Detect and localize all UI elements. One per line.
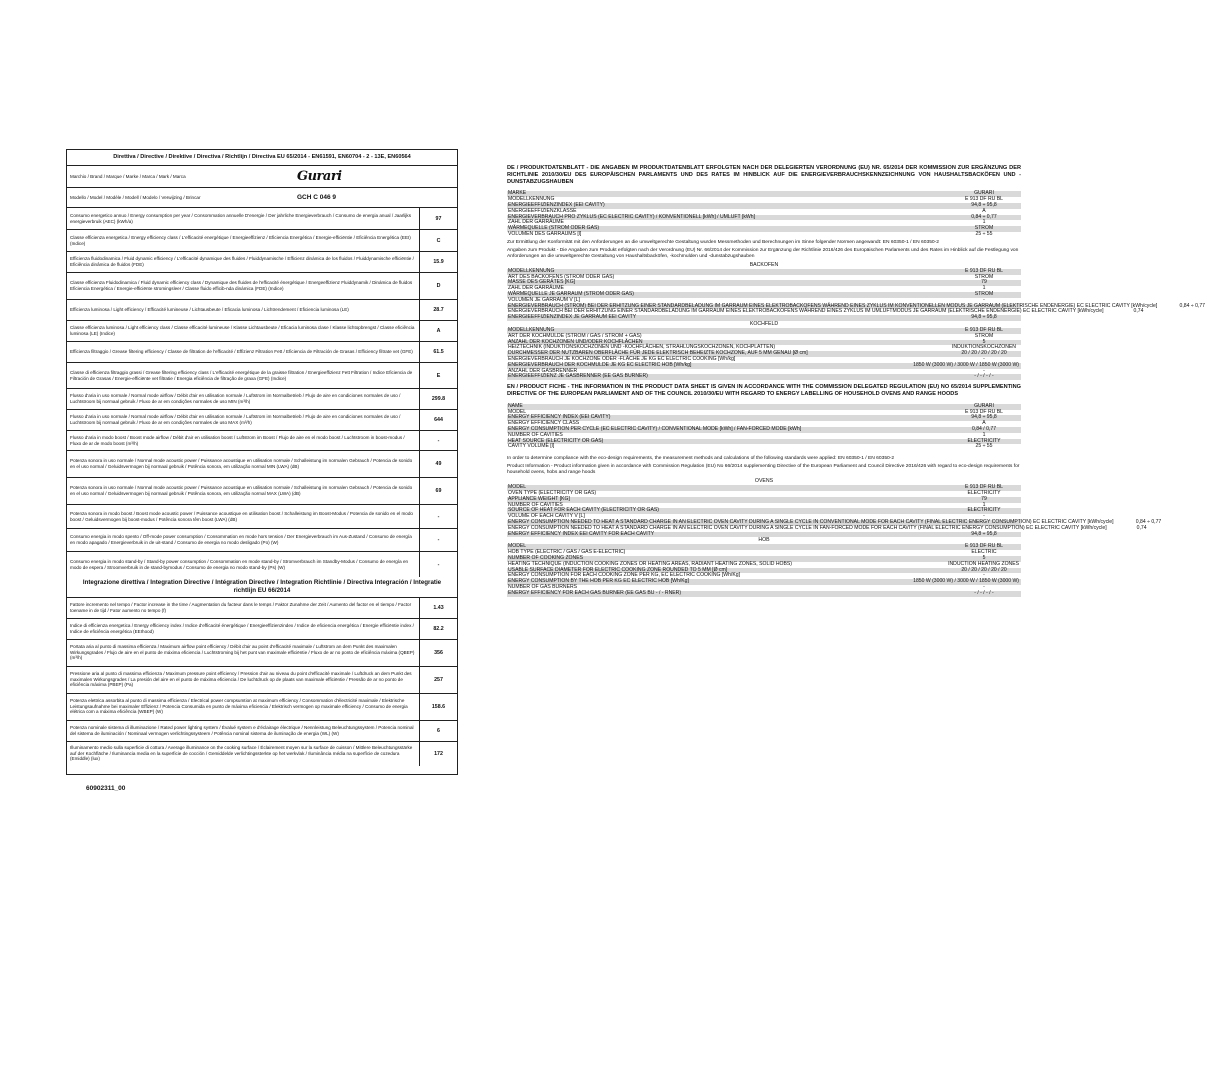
sheet-row-value: INDUKTIONSKOCHZONEN <box>952 344 1016 351</box>
sheet-row-key: WÄRMEQUELLE (STROM ODER GAS) <box>508 225 600 232</box>
sheet-row-key: ENERGY CONSUMPTION BY THE HOB PER KG EC ELECTRIC HOB [Wh/Kg] <box>508 578 689 585</box>
hood-row-value: 82.2 <box>419 619 457 639</box>
sheet-row-value: ELECTRICITY <box>967 437 1001 444</box>
sheet-row-value: - <box>983 367 985 374</box>
sheet-row-key: ZAHL DER GARRÄUME <box>508 285 564 292</box>
sheet-row-value: 0,84 ÷ 0,77 <box>971 213 997 220</box>
hood-row-label: Flusso d'aria in uso normale / Normal mode airflow / Débit d'air en utilisation normale / Luftstrom im Normalbetrieb / Flujo de aire en condiciones normales de uso / Luchtstroom bij normaal gebruik / Fluxo de ar em condições normales de uso MIN (m³/h) <box>70 393 401 404</box>
hood-row <box>67 451 457 478</box>
sheet-row-key: ENERGY EFFICIENCY INDEX EEI CAVITY FOR EACH CAVITY <box>508 530 655 537</box>
sheet-row-value: 5 <box>982 554 986 561</box>
en-ovens-heading: OVENS <box>754 478 774 485</box>
hood-rows-b <box>67 598 457 766</box>
sheet-row-key: WÄRMEQUELLE JE GARRAUM (STROM ODER GAS) <box>508 291 634 297</box>
sheet-row-value: 5 <box>982 338 986 345</box>
sheet-row-key: MASSE DES GERÄTES [KG] <box>508 279 576 286</box>
hood-row-value: 1.43 <box>419 598 457 618</box>
sheet-row-value: - <box>983 355 985 362</box>
sheet-row-key: NUMBER OF CAVITIES <box>508 431 563 438</box>
hood-row-value: 356 <box>419 640 457 666</box>
sheet-row-value: STROM <box>974 273 994 280</box>
hood-row-label: Potenza nominale sistema di illuminazione / Rated power lighting system / Évalué system e d'éclairage électrique / Nennleistung Beleuchtungssystem / Potencia nominal del sistema de iluminación / Nominaal vermogen verlichtingssysteem / Potência nominal sistema de iluminação de energia (WL) (W) <box>70 724 414 736</box>
sheet-row-key: ENERGIEVERBRAUCH JE KOCHZONE ODER -FLÄCHE JE KG EC ELECTRIC COOKING [Wh/kg] <box>508 355 736 362</box>
sheet-row-key: HOB TYPE (ELECTRIC / GAS / GAS E-ELECTRIC) <box>508 549 626 556</box>
hood-row <box>67 667 457 694</box>
sheet-row-value: 79 <box>981 495 987 502</box>
en-note-2: Product Information - Product information given in accordance with Commission Regulation (EU) No 66/2014 supplementing Directive of the European Parliament and Council Directive 2016/426 with regard to eco-design requirements for household ovens, hobs and range hoods <box>507 464 1020 476</box>
en-note-1: In order to determine compliance with the eco-design requirements, the measurement methods and calculations of the following standards were applied: EN 60350-1 / EN 60350-2 <box>507 456 895 462</box>
hood-row-value: 644 <box>419 410 457 430</box>
sheet-row-value: E 913 DF RU BL <box>965 484 1003 491</box>
sheet-row-key: VOLUME OF EACH CAVITY V [L] <box>508 513 585 520</box>
brand-label: Marchio / Brand / Marque / Marke / Marca / Mark / Marca <box>70 173 186 179</box>
sheet-row-key: ENERGIEEFFIZIENZ JE GASBRENNER (EE GAS BURNER) <box>508 373 648 380</box>
sheet-row-key: ENERGIEEFFIZIENZINDEX JE GARRAUM EEI CAVITY <box>508 314 637 321</box>
directive-title: Direttiva / Directive / Direktive / Directiva / Richtlijn / Directiva EU 65/2014 - EN61591, EN60704 - 2 - 13E, EN60564 <box>67 150 457 166</box>
sheet-row-key: OVEN TYPE (ELECTRICITY OR GAS) <box>508 489 597 496</box>
de-table-2 <box>507 267 1205 321</box>
hood-row-label: Classe efficienza energetica / Energy efficiency class / L'efficacité energétique / Energieeffizienz / Eficiencia Energética / Energie-efficiëntie / Eficiência Energética (EEI) (Indice) <box>70 234 411 246</box>
sheet-row-value: 1850 W (3000 W) / 3000 W / 1850 W (3000 W) <box>913 361 1019 368</box>
sheet-row-key: MODEL <box>508 408 527 415</box>
sheet-row-value: 25 ÷ 55 <box>975 443 993 450</box>
hood-row-value: A <box>419 321 457 341</box>
sheet-row-value: - <box>983 583 985 590</box>
hood-row-label: Efficienza fluidodinamica / Fluid dynamic efficiency / L'efficacité dynamique des fluides / Fluiddynamische / Efficienz dinámica de los fluidos / Fluiddynamische efficiëntie / Eficiência dinâmica de fluidos (FDE) <box>70 256 414 267</box>
hood-row-value: C <box>419 230 457 251</box>
hood-row-label: Potenza sonora in uso normale / Normal mode acoustic power / Puissance acoustique en utilisation normale / Schalleistung im normalen Gebrauch / Potencia de sonido en el uso normal / Geluidsvermogen bij normaal gebruik / Potência sonora, em utilização normal MAX (LWA) (dB) <box>70 485 413 496</box>
sheet-row-key: HEAT SOURCE (ELECTRICITY OR GAS) <box>508 437 604 444</box>
model-value: GCH C 046 9 <box>297 194 337 201</box>
en-table-3 <box>507 544 1021 596</box>
sheet-row-value: - <box>983 513 985 520</box>
hood-row-label: Consumo energia in modo spento / Off-mode power consumption / Consommation en mode hors tension / Der Energieverbrauch im Aus-Zustand / Consumo de energía en modo apagado / Energieverbruik in de uit-stand / Consumo de energia no modo desligado (Po) (W) <box>70 534 412 545</box>
sheet-row-value: 0,74 <box>1136 524 1147 531</box>
hood-row <box>67 640 457 667</box>
sheet-row-key: NUMBER OF COOKING ZONES <box>508 554 583 561</box>
sheet-row-key: CAVITY VOLUME [l] <box>508 443 555 450</box>
sheet-row-key: MODELLKENNUNG <box>508 267 555 274</box>
hood-row <box>67 529 457 552</box>
sheet-row-key: DURCHMESSER DER NUTZBAREN OBERFLÄCHE FÜR JEDE ELEKTRISCH BEHEIZTE KOCHZONE, AUF 5 MM GENAU [Ø cm] <box>508 350 808 357</box>
sheet-row-key: ENERGIEEFFIZIENZKLASSE <box>508 207 577 214</box>
sheet-row-key: ENERGIEVERBRAUCH DER KOCHMULDE JE KG EC ELECTRIC HOB [Wh/kg] <box>508 361 692 368</box>
sheet-row-value: 1 <box>982 501 986 508</box>
hood-row-value: - <box>419 431 457 450</box>
hood-row-label: Fattore incremento nel tempo / Factor increase in the time / Augmentation du facteur dans le temps / Faktor Zunahme der Zeit / Aumento del factor en el tiempo / Factor toename in de tijd / Fator aumento no tempo (f) <box>70 601 412 613</box>
hood-row-label: Efficienza luminosa / Light efficiency / Efficacité lumineuse / Lichtausbeute / Eficacia luminosa / Lichtrendement / Eficiencia luminosa (LE) <box>70 307 349 313</box>
hood-row-value: 6 <box>419 721 457 741</box>
hood-row-value: 28.7 <box>419 300 457 320</box>
de-table-1 <box>507 191 1021 237</box>
hood-row-label: Indice di efficienza energetica / Energy efficiency index / Indice d'efficacité énergétique / Energieeffizienzindex / Indice de eficiencia energética / Energie efficiëntie index / Indice de eficiência energética (EEIhood) <box>70 622 414 634</box>
hood-row <box>67 363 457 389</box>
sheet-row-value: 79 <box>981 279 987 286</box>
en-header: EN / PRODUCT FICHE - THE INFORMATION IN THE PRODUCT DATA SHEET IS GIVEN IN ACCORDANCE WITH THE COMMISSION DELEGATED REGULATION (EU) NO 65/2014 SUPPLEMENTING DIRECTIVE OF THE EUROPEAN PARLIAMENT AND OF THE COUNCIL 2010/30/EU WITH REGARD TO ENERGY LABELLING OF HOUSEHOLD OVENS AND RANGE HOODS <box>507 384 1021 397</box>
sheet-row-key: ENERGIEEFFIZIENZINDEX (EEI CAVITY) <box>508 202 605 209</box>
hood-rows-a <box>67 208 457 577</box>
hood-row-value: D <box>419 273 457 299</box>
hood-row-value: E <box>419 363 457 388</box>
sheet-row-value: 94,8 ÷ 95,8 <box>971 202 997 209</box>
sheet-row-key: NUMBER OF CAVITIES <box>508 501 563 508</box>
sheet-row-value: 1 <box>982 285 986 292</box>
model-label: Modello / Model / Modèle / Modell / Modelo / Verwijzing / Brincar <box>70 194 201 200</box>
sheet-row-value: 20 / 20 / 20 / 20 / 20 <box>961 566 1007 573</box>
hood-row-value: 299.8 <box>419 389 457 409</box>
sheet-row-value: 94,8 ÷ 95,8 <box>971 314 997 321</box>
sheet-row-value: 0,84 / 0,77 <box>971 425 997 432</box>
hood-row-label: Potenza elettrica assorbita al punto di massima efficienza / Electrical power compsumtion at maximum efficiency / Consommation d'électricité maximale / Elektrische Leistungsaufnahme bei maximaler Effizienz / Potencia Consumida en punto de máxima eficiencia / Elektrisch vermogen op maximale efficiency / Consumo de energia elétrica com a máxima eficiência (WBEP) (W) <box>70 697 408 715</box>
de-header: DE / PRODUKTDATENBLATT - DIE ANGABEN IM PRODUKTDATENBLATT ERFOLGTEN NACH DER DELEGIERTEN VERORDNUNG (EU) NR. 65/2014 DER KOMMISSION ZUR ERGÄNZUNG DER RICHTLINIE 2010/30/EU DES EUROPÄISCHEN PARLAMENTS UND DES RATES IM HINBLICK AUF DIE ENERGIEVERBRAUCHSKENNZEICHNUNG VON HAUSHALTSBACKÖFEN UND -DUNSTABZUGSHAUBEN <box>507 165 1021 185</box>
sheet-row-value: 0,84 ÷ 0,77 <box>1135 518 1162 525</box>
sheet-row-key: ENERGY CONSUMPTION PER CYCLE (EC ELECTRIC CAVITY) / CONVENTIONAL MODE [kWh] / FAN-FORCED MODE [kWh] <box>508 425 802 432</box>
sheet-row-value: 1 <box>982 431 986 438</box>
hood-row-value: 97 <box>419 208 457 229</box>
sheet-row <box>507 232 1021 238</box>
sheet-row-value: INDUCTION HEATING ZONES <box>948 560 1019 567</box>
hood-row-value: - <box>419 529 457 551</box>
sheet-row-value: STROM <box>974 291 994 297</box>
hood-row-value: - <box>419 552 457 577</box>
hood-row-label: Potenza sonora in modo boost / Boost mode acoustic power / Puissance acoustique en utilisation boost / Schalleistung im Boost-Modus / Potencia de sonido en el modo boost / Geluidsvermogen bij boost-modus / Potência sonora têm boost (LWA) (dB) <box>70 510 413 522</box>
hood-row-label: Flusso d'aria in uso normale / Normal mode airflow / Débit d'air en utilisation normale / Luftstrom im Normalbetrieb / Flujo de aire en condiciones normales de uso / Luchtstroom bij normaal gebruik / Fluxo de ar em condições normales de uso MAX (m³/h) <box>70 414 401 425</box>
de-note-2: Angaben zum Produkt - Die Angaben zum Produkt erfolgten nach der Verordnung (EU) Nr. 66/2014 der Kommission zur Ergänzung der Richtlinie 2016/426 des Europäischen Parlaments und des Rates im Hinblick auf die Festlegung von Anforderungen an die umweltgerechte Gestaltung von Haushaltsbacköfen, -kochmulden und -dunstabzugshauben <box>507 247 1019 259</box>
sheet-row-key: USABLE SURFACE DIAMETER FOR ELECTRIC COOKING ZONE ROUNDED TO 5 MM [Ø cm] <box>508 566 728 573</box>
brand-logo: Gurari <box>297 169 342 184</box>
sheet-row-value: STROM <box>974 225 994 232</box>
sheet-row-value: E 913 DF RU BL <box>965 543 1003 550</box>
sheet-row-key: ART DES BACKOFENS (STROM ODER GAS) <box>508 273 615 280</box>
sheet-row-key: ENERGIEVERBRAUCH PRO ZYKLUS (EC ELECTRIC CAVITY) / KONVENTIONELL [kWh] / UMLUFT [kWh] <box>508 213 755 220</box>
hood-row-value: 172 <box>419 742 457 766</box>
sheet-row-key: MODEL <box>508 543 527 550</box>
hood-row-label: Consumo energia in modo stand-by / Stand-by power consumption / Consommation en mode stand-by / Stromverbrauch im Standby-Modus / Consumo de energía en modo de espera / Stroomverbruik in de stand-bymodus / Consumo de energia no modo stand-by (Ps) (W) <box>70 558 409 570</box>
sheet-row-key: NAME <box>508 402 523 409</box>
sheet-row-key: VOLUMEN JE GARRAUM V [L] <box>508 296 580 303</box>
hood-row <box>67 478 457 505</box>
hood-row <box>67 619 457 640</box>
hood-row-value: 15.9 <box>419 252 457 272</box>
hood-row-label: Portata aria al punto di massima efficienza / Maximum airflow point efficiency / Débit d'air au point d'efficacité maximale / Luftstrom an dem Punkt des maximalen Wirkungsgrades / Flujo de aire en el punto de máxima eficiencia / Luchtstroming bij het punt van maximale efficiëntie / Fluxo de ar no ponto de eficiência máxima (QBEP) (m³/h) <box>70 643 415 661</box>
hood-row-value: 69 <box>419 478 457 504</box>
sheet-row-key: ANZAHL DER KOCHZONEN UND/ODER KOCHFLÄCHEN <box>508 338 643 345</box>
sheet-row-value: - / - / - / - <box>974 373 994 380</box>
hood-row <box>67 321 457 342</box>
sheet-row-key: ENERGY CONSUMPTION NEEDED TO HEAT A STANDARD CHARGE IN AN ELECTRIC OVEN CAVITY DURING A SINGLE CYCLE IN FAN-FORCED MODE FOR EACH CAVITY (FINAL ELECTRIC ENERGY CONSUMPTION) EC ELECTRIC CAVITY [kWh/cycle] <box>508 524 1107 531</box>
sheet-row-value: A <box>982 420 986 427</box>
sheet-row-key: ENERGY EFFICIENCY INDEX (EEI CAVITY) <box>508 414 611 421</box>
integration-section-title: Integrazione direttiva / Integration Directive / Intégration Directive / Integration Richtlinie / Directiva Integración / Integratie richtlijn EU 66/2014 <box>67 577 457 598</box>
hood-row <box>67 300 457 321</box>
en-table-1 <box>507 404 1021 450</box>
hood-row <box>67 431 457 451</box>
hood-row-label: Classe efficienza luminosa / Light efficiency class / Classe efficacité lumineuse / Klasse Lichtausbeute / Eficacia luminosa clase / Klasse lichtopbrengst / Classe eficiência luminosa (LE) (Indice) <box>70 325 415 336</box>
sheet-row-value: 25 ÷ 55 <box>975 231 993 238</box>
sheet-row-key: HEATING TECHNIQUE (INDUCTION COOKING ZONES OR HEATING AREAS, RADIANT HEATING ZONES, SOLID HOBS) <box>508 560 792 567</box>
product-data-sheet <box>507 165 1205 597</box>
sheet-row-value: GURARI <box>974 402 994 409</box>
sheet-row-value: GURARI <box>974 190 994 197</box>
sheet-row-key: APPLIANCE WEIGHT [KG] <box>508 495 570 502</box>
hood-row <box>67 598 457 619</box>
sheet-row-key: HEIZTECHNIK (INDUKTIONSKOCHZONEN UND -KOCHFLÄCHEN, STRAHLUNGSKOCHZONEN, KOCHPLATTEN) <box>508 344 776 351</box>
sheet-row-value: 0,84 ÷ 0,77 <box>1179 302 1205 309</box>
sheet-row-value: E 913 DF RU BL <box>965 408 1003 415</box>
sheet-row-value: - / - / - / - <box>974 589 994 596</box>
sheet-row-value: 1 <box>982 219 986 226</box>
sheet-row-key: MODELLKENNUNG <box>508 326 555 333</box>
sheet-row-value: ELECTRICITY <box>967 507 1001 514</box>
document-code: 60902311_00 <box>86 785 126 792</box>
sheet-row-key: ENERGY EFFICIENCY FOR EACH GAS BURNER (EE GAS BU - / - RNER) <box>508 589 682 596</box>
sheet-row-key: SOURCE OF HEAT FOR EACH CAVITY (ELECTRICITY OR GAS) <box>508 507 659 514</box>
hood-row-label: Pressione aria al punto di massima efficienza / Maximum pressure point efficiency / Pression d'air au niveau du point d'efficacité maximale / Luftdruck an dem Punkt des maximalen Wirkungsgrades / La presión del aire en el punto de máxima eficiencia / De luchtdruck op de plaats van maximale efficiëntie / Pressão de ar no ponto de eficiência máxima (PBEP) (Pa) <box>70 670 412 688</box>
hood-row <box>67 273 457 300</box>
de-note-1: Zur Ermittlung der Konformität mit den Anforderungen an die umweltgerechte Gestaltung wurden Messmethoden und Berechnungen im Sinne folgender Normen angewandt: EN 60350-1 / EN 60350-2 <box>507 239 939 245</box>
sheet-row-value: 0,74 <box>1133 308 1144 315</box>
hood-row-label: Classe efficienza Fluidodinamica / Fluid dynamic efficiency class / Dynamique des fluides de l'efficacité énergétique / Energeeffizienz Fluiddynamik / Dinámica de fluidos Eficiencia Energética / Energie-efficiënte stromingsleer / Classe fluido efficib-nda dinámica (FDE) (Indice) <box>70 280 413 291</box>
hood-row <box>67 552 457 577</box>
hood-row <box>67 342 457 363</box>
sheet-row-value: E 913 DF RU BL <box>965 196 1003 203</box>
hood-row <box>67 694 457 721</box>
hood-row <box>67 230 457 252</box>
model-row <box>67 188 457 208</box>
hood-row-value: 61.5 <box>419 342 457 362</box>
sheet-row-key: MODEL <box>508 484 527 491</box>
sheet-row-value: E 913 DF RU BL <box>965 326 1003 333</box>
hood-row-value: 49 <box>419 451 457 477</box>
en-hob-heading: HOB <box>758 537 770 544</box>
sheet-row-value: 94,8 ÷ 95,8 <box>971 414 997 421</box>
sheet-row-key: ENERGY CONSUMPTION NEEDED TO HEAT A STANDARD CHARGE IN AN ELECTRIC OVEN CAVITY DURING A SINGLE CYCLE IN CONVENTIONAL MODE FOR EACH CAVITY (FINAL ELECTRIC ENERGY CONSUMPTION) EC ELECTRIC CAVITY [kWh/cycle] <box>508 518 1114 525</box>
hood-row-label: Consumo energetico annuo / Energy consumption per year / Consommation annuelle D'energie / Der jahrliche Energieverbrauch / Consumo de energia anual / Jaarlijks energieverbruik (AEC) (kWh/a) <box>70 212 412 224</box>
hood-row-value: 158.6 <box>419 694 457 720</box>
sheet-row-value: ELECTRICITY <box>967 489 1001 496</box>
sheet-row-key: ENERGY CONSUMPTION FOR EACH COOKING ZONE PER KG, EC ELECTRIC COOKING [Wh/Kg] <box>508 572 740 579</box>
sheet-row-value: STROM <box>974 332 994 339</box>
hood-row-label: Illuminamento medio sulla superficie di cottura / Average illuminance on the cooking surface / Éclairement moyen sur la surface de cuisson / Mittlere Beleuchtungsstärke auf der Kochfläche / Iluminancia media en la superficie de cocción / Gemiddelde verlichtingssterkte op het werkvlak / Iluminância média na superfície de cozedura (Emiddle) (lux) <box>70 744 413 762</box>
sheet-row-value: - <box>983 572 985 579</box>
sheet-row-key: MODELLKENNUNG <box>508 196 555 203</box>
de-table-3 <box>507 328 1021 380</box>
brand-row <box>67 166 457 188</box>
sheet-row-value: 94,8 ÷ 95,8 <box>971 530 997 537</box>
hood-row <box>67 721 457 742</box>
sheet-row <box>507 591 1021 597</box>
hood-row <box>67 410 457 431</box>
hood-row-label: Classe di efficienza filtraggio grassi / Grease filtering efficiency class / L'efficacité energétique de la graisse filtration / Energieeffizienz Fett Filtration / Indice Eficiencia de Filtración de Grasas / Energie-efficiënte vet filtratie / Energia eficiência de filtração de graxa (GFE) (Indice) <box>70 369 413 381</box>
en-table-2 <box>507 484 1162 537</box>
de-backofen-heading: BACKOFEN <box>749 261 779 268</box>
sheet-row-key: ZAHL DER GARRÄUME <box>508 219 564 226</box>
sheet-row-key: NUMBER OF GAS BURNERS <box>508 583 578 590</box>
hood-row-value: - <box>419 505 457 528</box>
hood-row-label: Flusso d'aria in modo boost / Boost mode airflow / Débit d'air en utilisation boost / Luftstrom im Boost / Flujo de aire en el modo boost / Luchtstroom in boost-modus / Fluxo de ar de modo boost (m³/h) <box>70 434 405 446</box>
hood-row-label: Efficienza filtraggio / Grease filtering efficiency / Classe de filtration de l'efficacité / Effizienz Filtration Fett / Eficiencia de Filtración de Grasas / Efficiency filtrate vet (GFE) <box>70 349 413 355</box>
sheet-row-value: E 913 DF RU BL <box>965 267 1003 274</box>
sheet-row-value: 1850 W (3000 W) / 3000 W / 1850 W (3000 W) <box>913 578 1019 585</box>
hood-row <box>67 742 457 766</box>
sheet-row-key: ART DER KOCHMULDE (STROM / GAS / STROM + GAS) <box>508 332 642 339</box>
sheet-row-key: VOLUMEN DES GARRAUMS [l] <box>508 231 582 238</box>
sheet-row-key: ANZAHL DER GASBRENNER <box>508 367 578 374</box>
sheet-row-value: A <box>982 207 986 214</box>
hood-row <box>67 252 457 273</box>
de-kochfeld-heading: KOCHFELD <box>749 320 779 327</box>
sheet-row-key: ENERGIEVERBRAUCH (STROM) BEI DER ERHITZUNG EINER STANDARDBELADUNG IM GARRAUM EINES ELEKTROBACKOFENS WÄHREND EINES ZYKLUS IM KONVENTIONELLEN MODUS JE GARRAUM (ELEKTRISCHE ENDENERGIE) EC ELECTRIC CAVITY [kWh/cycle] <box>508 302 1158 309</box>
hood-row-label: Potenza sonora in uso normale / Normal mode acoustic power / Puissance acoustique en utilisation normale / Schalleistung im normalen Gebrauch / Potencia de sonido en el uso normal / Geluidsvermogen bij normaal gebruik / Potência sonora, em utilização normal MIN (LWA) (dB) <box>70 458 413 469</box>
hood-row <box>67 389 457 410</box>
sheet-row-value: - <box>983 296 985 303</box>
sheet-row-key: ENERGY EFFICIENCY CLASS <box>508 420 580 427</box>
sheet-row-key: MARKE <box>508 190 527 197</box>
hood-row <box>67 505 457 529</box>
sheet-row-value: ELECTRIC <box>971 549 997 556</box>
hood-energy-table <box>66 149 458 775</box>
sheet-row-key: ENERGIEVERBRAUCH BEI DER ERHITZUNG EINER STANDARDBELADUNG IM GARRAUM EINES ELEKTROBACKOFENS WÄHREND EINES ZYKLUS IM UMLUFTMODUS JE GARRAUM (ELEKTRISCHE ENDENERGIE) EC ELECTRIC CAVITY [kWh/cycle] <box>508 308 1104 315</box>
sheet-row-value: 20 / 20 / 20 / 20 / 20 <box>961 350 1007 357</box>
hood-row <box>67 208 457 230</box>
hood-row-value: 257 <box>419 667 457 693</box>
